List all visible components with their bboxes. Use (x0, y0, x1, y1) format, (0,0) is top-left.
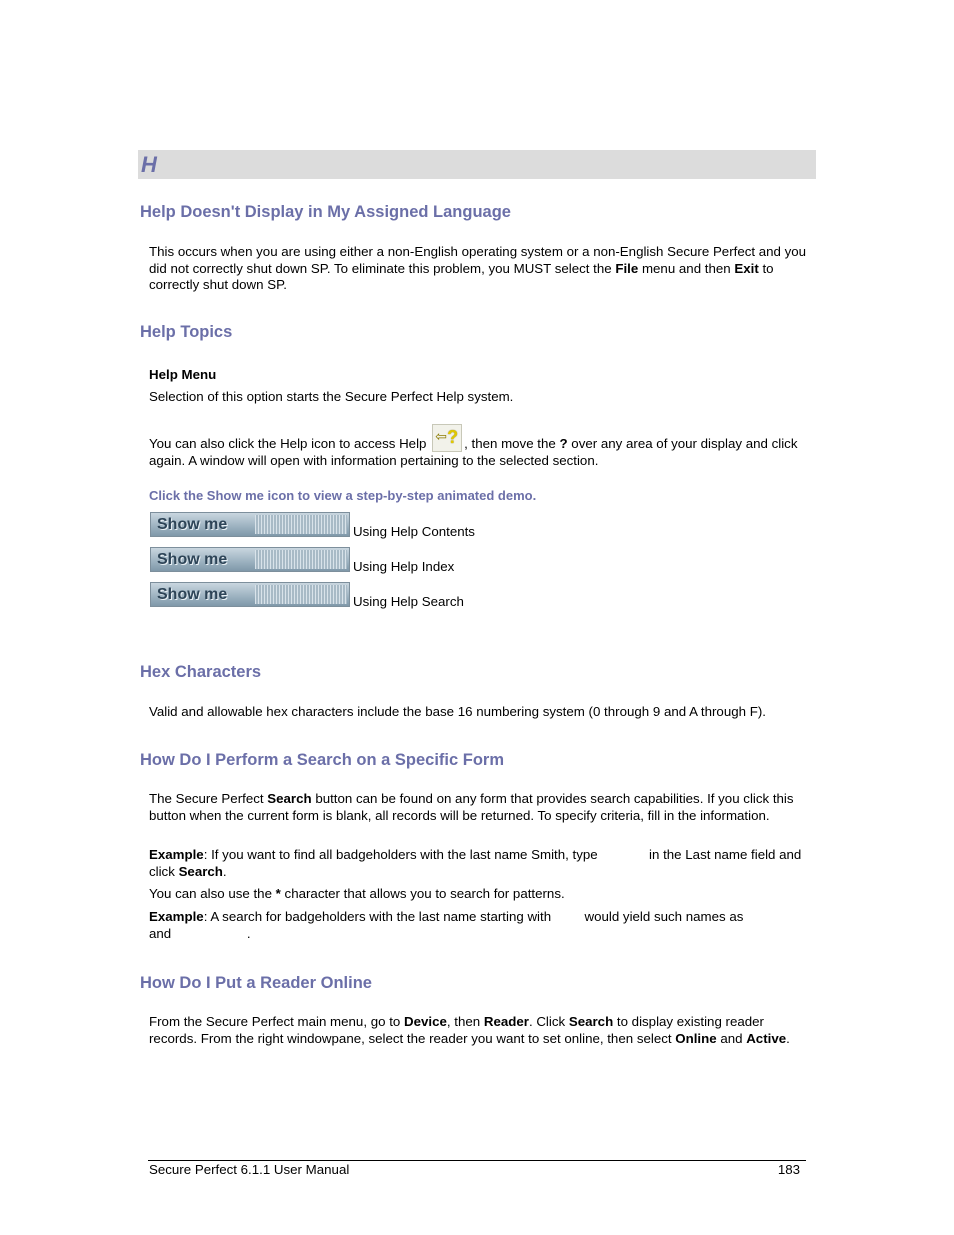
paragraph-reader-online: From the Secure Perfect main menu, go to Device, then Reader. Click Search to display existing reader records. From the right windowpane, select the reader you want to set online, then select Online and Active. (149, 1014, 790, 1046)
paragraph-example-smith: Example: If you want to find all badgeholders with the last name Smith, type in the Last name field and click Search. (149, 847, 802, 879)
paragraph-hex: Valid and allowable hex characters include the base 16 numbering system (0 through 9 and A through F). (149, 704, 766, 719)
paragraph-help-menu: Selection of this option starts the Secure Perfect Help system. (149, 389, 514, 404)
heading-hex-characters: Hex Characters (140, 663, 262, 681)
paragraph-search-button: The Secure Perfect Search button can be found on any form that provides search capabilities. If you click this button when the current form is blank, all records will be returned. To specify criteria, fill in the information. (149, 791, 794, 823)
section-letter: H (141, 152, 157, 177)
demo-label-search: Using Help Search (353, 594, 464, 609)
bold-file: File (615, 260, 639, 276)
show-me-button-contents[interactable]: Show me (150, 512, 350, 537)
heading-help-topics: Help Topics (140, 323, 233, 341)
footer-divider (148, 1160, 806, 1161)
footer-page-number: 183 (777, 1162, 800, 1177)
paragraph-example-pattern: Example: A search for badgeholders with the last name starting with would yield such names as and . (149, 909, 748, 941)
demo-label-contents: Using Help Contents (353, 524, 475, 539)
paragraph-wildcard: You can also use the * character that allows you to search for patterns. (149, 886, 565, 901)
demo-caption: Click the Show me icon to view a step-by-step animated demo. (149, 488, 537, 503)
paragraph-help-language: This occurs when you are using either a non-English operating system or a non-English Secure Perfect and you did not correctly shut down SP. To eliminate this problem, you MUST select the File menu and then Exit to correctly shut down SP. (149, 244, 807, 292)
subheading-help-menu: Help Menu (149, 367, 217, 382)
show-me-button-index[interactable]: Show me (150, 547, 350, 572)
paragraph-help-icon: You can also click the Help icon to access Help ⇦ ? , then move the ? over any area of your display and click again. A window will open with information pertaining to the selected section. (149, 424, 809, 469)
demo-label-index: Using Help Index (353, 559, 455, 574)
bold-exit: Exit (734, 260, 759, 276)
footer-title: Secure Perfect 6.1.1 User Manual (149, 1162, 350, 1177)
help-question-icon[interactable]: ⇦ ? (432, 424, 462, 452)
heading-search-form: How Do I Perform a Search on a Specific Form (140, 751, 505, 769)
heading-reader-online: How Do I Put a Reader Online (140, 974, 372, 992)
show-me-button-search[interactable]: Show me (150, 582, 350, 607)
heading-help-language: Help Doesn't Display in My Assigned Language (140, 203, 511, 221)
section-letter-bar (138, 150, 816, 179)
